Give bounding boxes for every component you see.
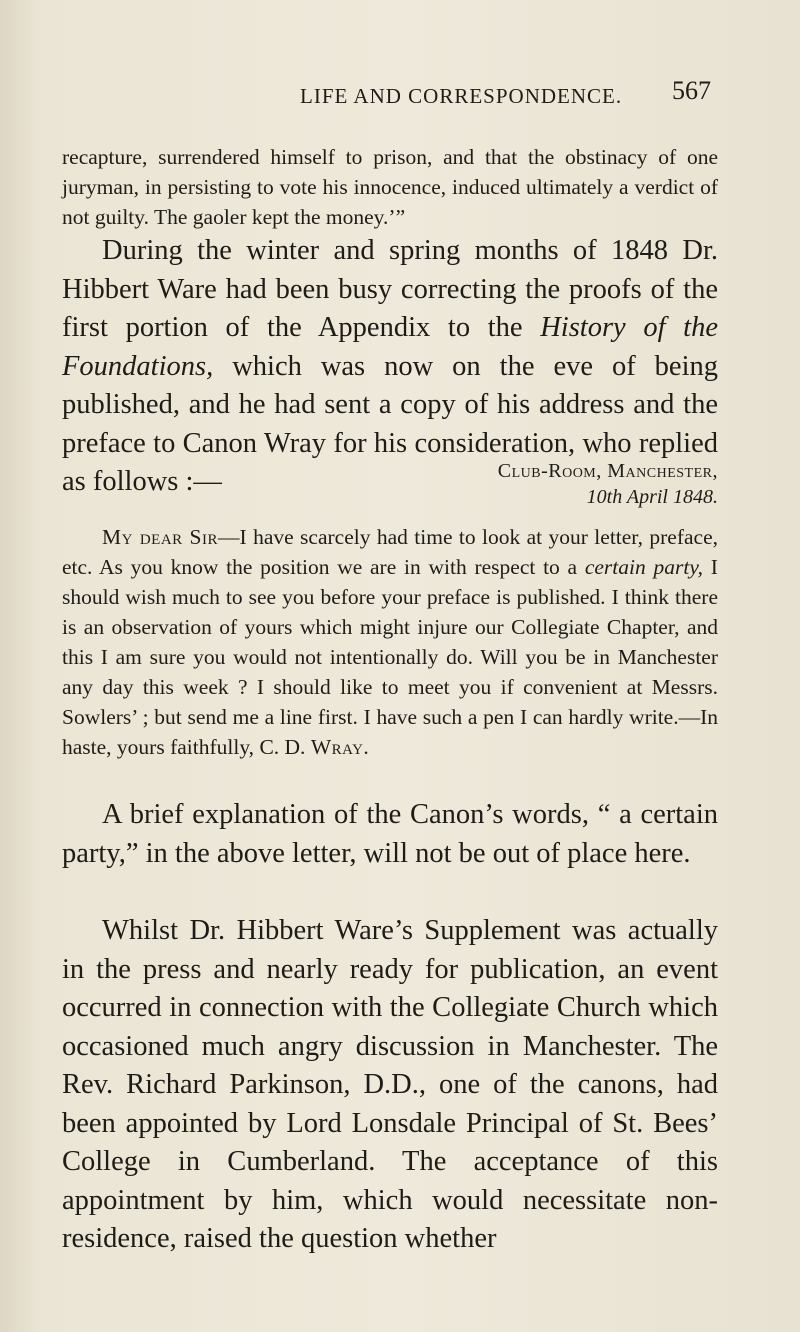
letter-salutation: My dear Sir: [102, 525, 219, 549]
letter-heading: [62, 458, 718, 510]
paragraph-3-container: [62, 796, 718, 873]
paragraph-3: A brief explanation of the Canon’s words, “ a certain party,” in the above letter, will not be out of place here.: [62, 799, 718, 869]
letter-emphasis: certain party,: [584, 555, 704, 579]
book-title: History of the Foundations,: [62, 312, 718, 382]
page-number: 567: [672, 76, 711, 105]
letter-date-day: 10th: [586, 486, 623, 508]
paragraph-2-text-b: which was now on the eve of being published, and he had sent a copy of his address and the preface to Canon Wray for his consideration, who replied as follows :—: [62, 350, 718, 497]
letter-signature-name: Wray.: [310, 735, 370, 759]
paragraph-continuation: [62, 142, 718, 232]
letter-text-a: —I have scarcely had time to look at your letter, preface, etc. As you know the position we are in with respect to a: [62, 525, 718, 579]
running-head: LIFE AND CORRESPONDENCE.: [300, 84, 623, 108]
paragraph-2-text-a: During the winter and spring months of 1848 Dr. Hibbert Ware had been busy correcting the proofs of the first portion of the Appendix to the: [62, 235, 718, 343]
paragraph-4-container: [62, 912, 718, 1259]
letter-date: [62, 484, 718, 510]
letter-body: [62, 522, 718, 762]
letter-signature-initials: C. D.: [259, 735, 311, 759]
letter-text-b: I should wish much to see you before your preface is published. I think there is an observation of yours which might injure our Collegiate Chapter, and this I am sure you would not intentionally do. Will you be in Manchester any day this week ? I should like to meet you if convenient at Messrs. Sowlers’ ; but send me a line first. I have such a pen I can hardly write.—In haste, yours faithfully,: [62, 555, 718, 759]
letter-date-rest: April 1848.: [622, 486, 718, 508]
paragraph-4: Whilst Dr. Hibbert Ware’s Supplement was actually in the press and nearly ready for publication, an event occurred in connection with the Collegiate Church which occasioned much angry discussion in Manchester. The Rev. Richard Parkinson, D.D., one of the canons, had been appointed by Lord Lonsdale Principal of St. Bees’ College in Cumberland. The acceptance of this appointment by him, which would necessitate non-residence, raised the question whether: [62, 915, 718, 1254]
paragraph-1: recapture, surrendered himself to prison, and that the obstinacy of one juryman, in persisting to vote his innocence, induced ultimately a verdict of not guilty. The gaoler kept the money.’”: [62, 145, 718, 229]
letter-place: Club-Room, Manchester,: [497, 460, 718, 482]
